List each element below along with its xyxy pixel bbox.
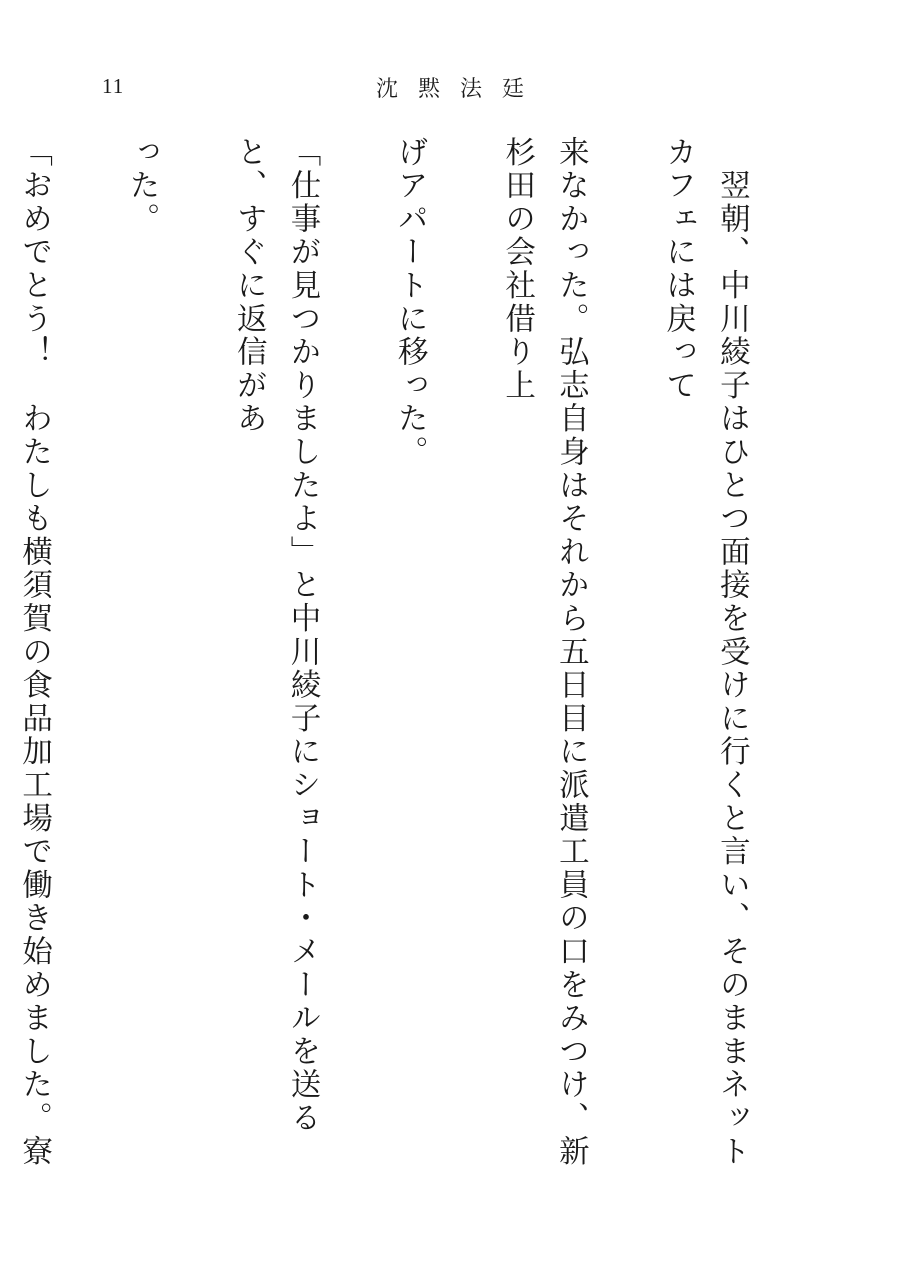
text-line-6: 「おめでとう！ わたしも横須賀の食品加工場で働き始めました。寮 (16, 136, 52, 1169)
text-line-2: 来なかった。弘志自身はそれから五日目に派遣工員の口をみつけ、新杉田の会社借り上 (499, 136, 589, 1169)
text-line-3: げアパートに移った。 (392, 136, 428, 469)
page-number: 11 (102, 74, 125, 98)
text-line-1: 翌朝、中川綾子はひとつ面接を受けに行くと言い、そのままネットカフェには戻って (660, 136, 750, 1169)
text-line-4: 「仕事が見つかりましたよ」と中川綾子にショート・メールを送ると、すぐに返信があ (231, 136, 320, 1135)
body-text (16, 136, 812, 1186)
running-title: 沈黙法廷 (375, 77, 544, 102)
text-line-5: った。 (123, 136, 159, 236)
